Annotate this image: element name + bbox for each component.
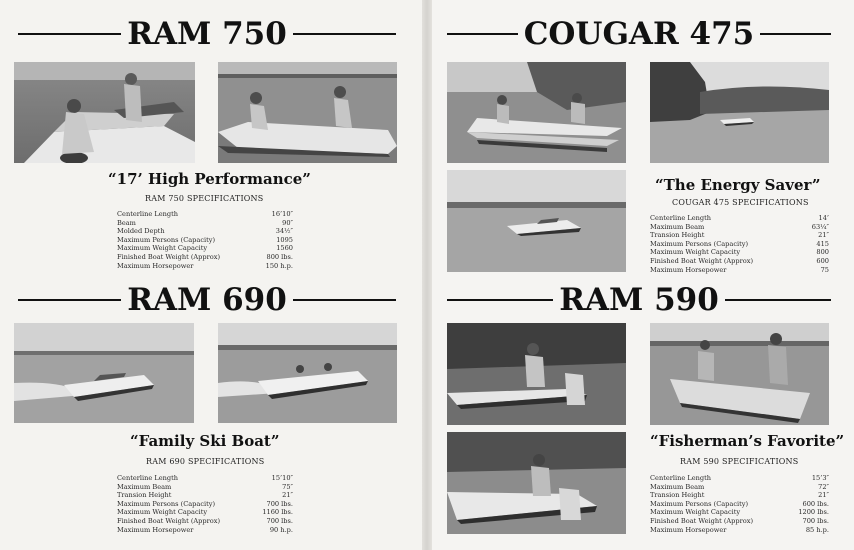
spec-row: Maximum Weight Capacity 1560 (117, 244, 293, 253)
heading-rule-left (18, 299, 121, 301)
ram750-heading (18, 16, 396, 52)
ram590-heading (447, 282, 831, 318)
cougar475-heading (447, 16, 831, 52)
heading-rule-right (293, 299, 396, 301)
spec-row: Molded Depth 34½″ (117, 227, 293, 236)
cougar475-photo-fishermen (447, 62, 626, 163)
ram690-photo-running (14, 323, 194, 423)
spec-row: Maximum Weight Capacity 800 (650, 248, 829, 257)
ram590-tagline: “Fisherman’s Favorite” (650, 432, 845, 450)
heading-rule-right (760, 33, 831, 35)
spec-row: Maximum Weight Capacity 1200 lbs. (650, 508, 829, 517)
spec-row: Maximum Beam 75″ (117, 482, 293, 491)
ram750-title: RAM 750 (127, 16, 287, 52)
spec-row: Centerline Length 14’ (650, 214, 829, 222)
ram590-title: RAM 590 (559, 282, 719, 318)
spec-row: Centerline Length 15’3″ (650, 474, 829, 482)
ram750-spec-table (117, 210, 293, 270)
ram590-photo-cruising (447, 432, 626, 534)
ram690-title: RAM 690 (127, 282, 287, 318)
heading-rule-right (293, 33, 396, 35)
cougar475-tagline: “The Energy Saver” (655, 176, 821, 194)
cougar475-spec-heading: COUGAR 475 SPECIFICATIONS (672, 198, 809, 207)
spec-row: Maximum Persons (Capacity) 1095 (117, 235, 293, 244)
spec-row: Finished Boat Weight (Approx) 700 lbs. (650, 516, 829, 525)
heading-rule-left (447, 299, 553, 301)
ram690-tagline: “Family Ski Boat” (130, 432, 280, 450)
ram590-spec-table (650, 474, 829, 534)
ram750-spec-heading: RAM 750 SPECIFICATIONS (145, 194, 264, 203)
spec-row: Maximum Persons (Capacity) 600 lbs. (650, 499, 829, 508)
spec-row: Maximum Weight Capacity 1160 lbs. (117, 508, 293, 517)
heading-rule-left (18, 33, 121, 35)
page-gutter (422, 0, 432, 550)
spec-row: Transion Height 21″ (650, 491, 829, 500)
ram690-spec-table (117, 474, 293, 534)
spec-row: Maximum Horsepower 75 (650, 265, 829, 274)
spec-row: Transion Height 21″ (117, 491, 293, 500)
ram750-tagline: “17’ High Performance” (108, 170, 311, 188)
spec-row: Maximum Persons (Capacity) 700 lbs. (117, 499, 293, 508)
ram750-photo-models-on-bow (14, 62, 195, 163)
ram590-photo-dock (447, 323, 626, 425)
ram590-spec-heading: RAM 590 SPECIFICATIONS (680, 457, 799, 466)
spec-row: Finished Boat Weight (Approx) 800 lbs. (117, 252, 293, 261)
spec-row: Maximum Beam 63¼″ (650, 222, 829, 231)
ram690-photo-wake (218, 323, 397, 423)
cougar475-photo-cruising (447, 170, 626, 272)
spec-row: Centerline Length 15’10″ (117, 474, 293, 482)
spec-row: Centerline Length 16’10″ (117, 210, 293, 218)
spec-row: Beam 90″ (117, 218, 293, 227)
spec-row: Finished Boat Weight (Approx) 700 lbs. (117, 516, 293, 525)
spec-row: Maximum Persons (Capacity) 415 (650, 239, 829, 248)
spec-row: Maximum Horsepower 150 h.p. (117, 261, 293, 270)
heading-rule-right (725, 299, 831, 301)
cougar475-photo-distant (650, 62, 829, 163)
cougar475-title: COUGAR 475 (523, 16, 755, 52)
heading-rule-left (447, 33, 518, 35)
ram590-photo-anglers (650, 323, 829, 425)
spec-row: Maximum Beam 72″ (650, 482, 829, 491)
cougar475-spec-table (650, 214, 829, 274)
spec-row: Finished Boat Weight (Approx) 600 (650, 256, 829, 265)
spec-row: Maximum Horsepower 90 h.p. (117, 525, 293, 534)
spec-row: Maximum Horsepower 85 h.p. (650, 525, 829, 534)
spec-row: Transion Height 21″ (650, 231, 829, 240)
ram750-photo-on-water (218, 62, 397, 163)
ram690-spec-heading: RAM 690 SPECIFICATIONS (146, 457, 265, 466)
ram690-heading (18, 282, 396, 318)
